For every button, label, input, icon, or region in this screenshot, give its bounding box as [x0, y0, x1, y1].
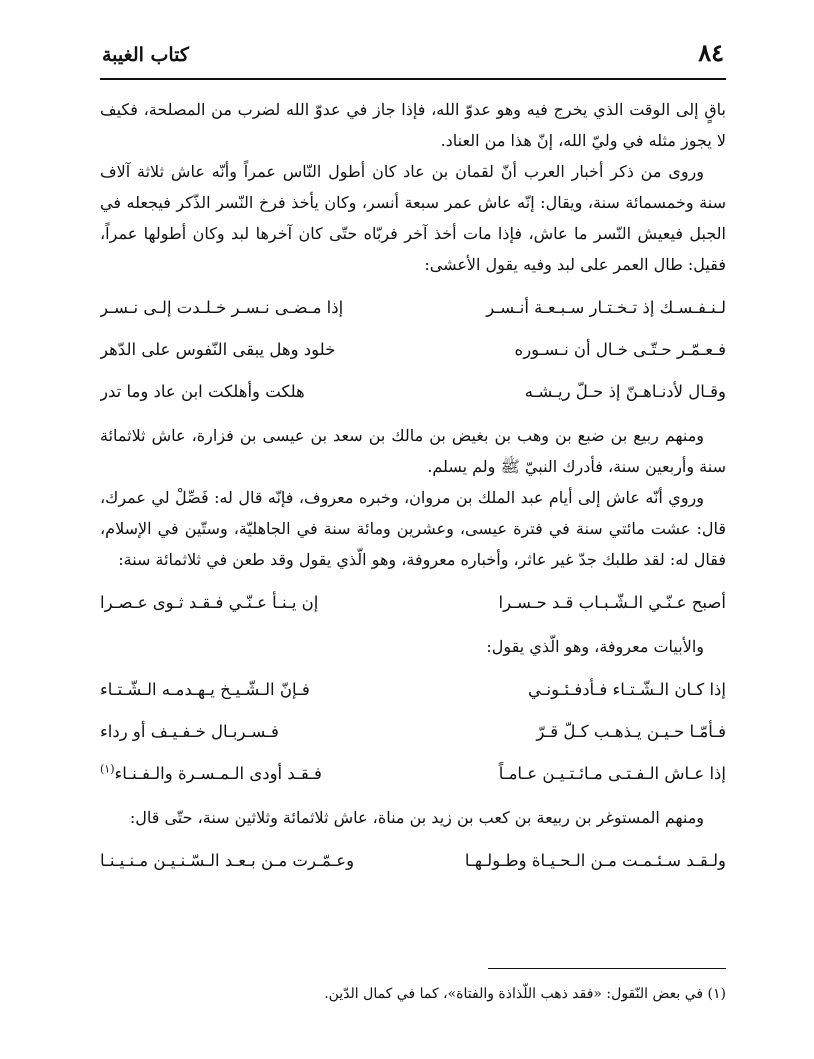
verse-line — [100, 752, 726, 794]
hemistich: فـأمّـا حـيـن يـذهـب كـلّ قـرّ — [536, 721, 726, 741]
hemistich: إذا عـاش الـفـتـى مـائـتـيـن عـامـاً — [498, 763, 726, 783]
verse-line — [100, 328, 726, 370]
hemistich-with-note — [100, 758, 400, 789]
footnote: (١) في بعض النّقول: «فقد ذهب اللّذاذة والفتاة»، كما في كمال الدّين. — [324, 986, 726, 1002]
footnote-divider — [488, 968, 726, 969]
paragraph: وروى من ذكر أخبار العرب أنّ لقمان بن عاد كان أطول النّاس عمراً وأنّه عاش ثلاثة آلاف سنة وخمسمائة سنة، ويقال: إنّه عاش عمر سبعة أنسر، وكان يأخذ فرخ النّسر الذّكر فيجعله في الجبل فيعيش النّسر ما عاش، فإذا مات أخذ آخر فربّاه حتّى كان آخرها لبد وكان أطولها عمراً، فقيل: طال العمر على لبد وفيه يقول الأعشى: — [100, 162, 726, 274]
poem-block — [100, 668, 726, 794]
hemistich: وعـمّـرت مـن بـعـد الـسّـنـيـن مـنـيـنـا — [100, 850, 355, 870]
poem-block — [100, 839, 726, 881]
main-text — [100, 94, 726, 881]
paragraph: باقٍ إلى الوقت الذي يخرج فيه وهو عدوّ الله، فإذا جاز في عدوّ الله لضرب من المصلحة، فكيف لا يجوز مثله في وليّ الله، إنّ هذا من العناد. — [100, 100, 726, 150]
hemistich: فـقـد أودى الـمـسـرة والـفـنـاء — [114, 763, 322, 783]
paragraph: والأبيات معروفة، وهو الّذي يقول: — [486, 637, 704, 656]
hemistich: فـإنّ الـشّـيـخ يـهـدمـه الـشّـتـاء — [100, 679, 310, 699]
verse-line — [100, 839, 726, 881]
verse-line — [100, 668, 726, 710]
hemistich: إن يـنـأ عـنّـي فـقـد ثـوى عـصـرا — [100, 592, 319, 612]
verse-line — [100, 286, 726, 328]
paragraph: ومنهم ربيع بن ضبع بن وهب بن بغيض بن مالك بن سعد بن عيسى بن فزارة، عاش ثلاثمائة سنة وأربعين سنة، فأدرك النبيّ ﷺ ولم يسلم. — [100, 426, 726, 476]
hemistich: لـنـفـسـك إذ تـخـتـار سـبـعـة أنـسـر — [486, 297, 726, 317]
hemistich: إذا كـان الـشّـتـاء فـأدفـئـونـي — [527, 679, 726, 699]
page-number: ٨٤ — [698, 38, 724, 67]
hemistich: أصبح عـنّـي الـشّـبـاب قـد حـسـرا — [498, 592, 726, 612]
poem-block — [100, 286, 726, 412]
verse-line — [100, 710, 726, 752]
page-header — [100, 38, 726, 80]
paragraph: ومنهم المستوغر بن ربيعة بن كعب بن زيد بن مناة، عاش ثلاثمائة وثلاثين سنة، حتّى قال: — [129, 808, 704, 827]
hemistich: هلكت وأهلكت ابن عاد وما تدر — [100, 381, 305, 401]
book-title: كتاب الغيبة — [102, 44, 189, 66]
paragraph: وروي أنّه عاش إلى أيام عبد الملك بن مروان، وخبره معروف، فإنّه قال له: فَصِّلْ لي عمرك، قال: عشت مائتي سنة في فترة عيسى، وعشرين ومائة سنة في الجاهليّة، وستّين في الإسلام، فقال له: لقد طلبك جدّ غير عاثر، وأخباره معروفة، وهو الّذي يقول وقد طعن في ثلاثمائة سنة: — [100, 488, 726, 569]
poem-block — [100, 581, 726, 623]
verse-line — [100, 581, 726, 623]
hemistich: إذا مـضـى نـسـر خـلـدت إلـى نـسـر — [100, 297, 344, 317]
hemistich: وقـال لأدنـاهـنّ إذ حـلّ ريـشـه — [524, 381, 726, 401]
hemistich: فـسـربـال خـفـيـف أو رداء — [100, 721, 279, 741]
page — [100, 38, 726, 889]
hemistich: فـعـمّـر حـتّـى خـال أن نـسـوره — [514, 339, 726, 359]
footnote-marker: (١) — [100, 762, 115, 775]
hemistich: خلود وهل يبقى النّفوس على الدّهر — [100, 339, 336, 359]
hemistich: ولـقـد سـئـمـت مـن الـحـيـاة وطـولـهـا — [464, 850, 726, 870]
verse-line — [100, 370, 726, 412]
